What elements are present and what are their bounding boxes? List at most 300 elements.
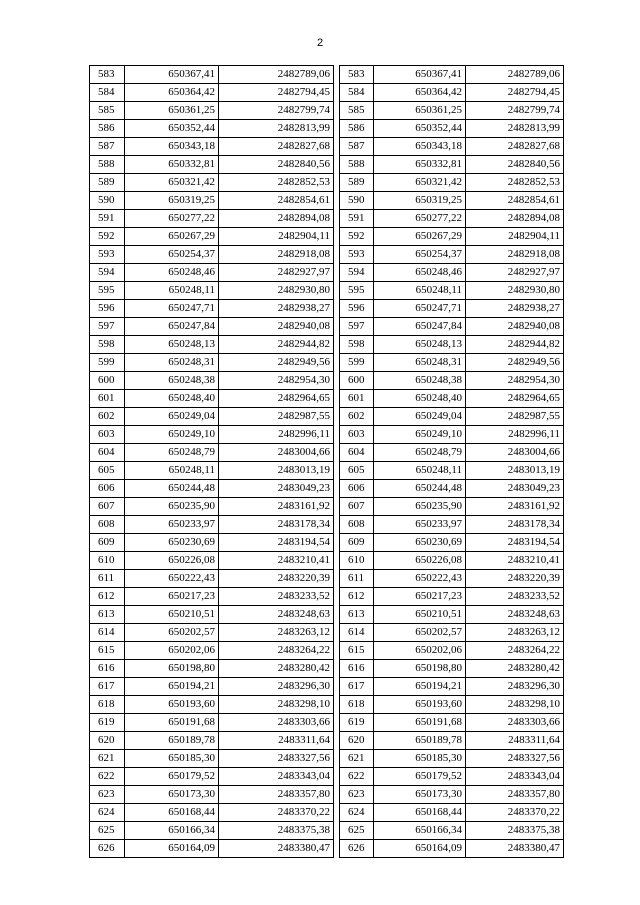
table-row	[90, 264, 334, 282]
table-row	[90, 660, 334, 678]
point-number: 589	[90, 174, 125, 192]
table-row	[340, 552, 564, 570]
point-number: 610	[340, 552, 374, 570]
table-row	[340, 300, 564, 318]
y-coordinate: 2482930,80	[219, 282, 334, 300]
table-row	[340, 570, 564, 588]
x-coordinate: 650352,44	[125, 120, 219, 138]
table-row	[90, 120, 334, 138]
table-row	[340, 840, 564, 858]
point-number: 608	[340, 516, 374, 534]
x-coordinate: 650248,79	[125, 444, 219, 462]
point-number: 584	[90, 84, 125, 102]
table-row	[90, 102, 334, 120]
table-row	[90, 714, 334, 732]
y-coordinate: 2482940,08	[466, 318, 564, 336]
x-coordinate: 650267,29	[125, 228, 219, 246]
x-coordinate: 650364,42	[374, 84, 466, 102]
point-number: 607	[340, 498, 374, 516]
table-row	[90, 606, 334, 624]
y-coordinate: 2483220,39	[219, 570, 334, 588]
point-number: 622	[340, 768, 374, 786]
point-number: 617	[90, 678, 125, 696]
x-coordinate: 650185,30	[374, 750, 466, 768]
table-row	[90, 498, 334, 516]
table-row	[340, 84, 564, 102]
x-coordinate: 650248,11	[374, 282, 466, 300]
y-coordinate: 2482799,74	[219, 102, 334, 120]
y-coordinate: 2483327,56	[466, 750, 564, 768]
x-coordinate: 650247,84	[125, 318, 219, 336]
point-number: 606	[90, 480, 125, 498]
table-row	[340, 228, 564, 246]
table-row	[90, 732, 334, 750]
point-number: 612	[340, 588, 374, 606]
table-row	[90, 768, 334, 786]
x-coordinate: 650166,34	[374, 822, 466, 840]
y-coordinate: 2483303,66	[466, 714, 564, 732]
point-number: 601	[340, 390, 374, 408]
y-coordinate: 2483280,42	[466, 660, 564, 678]
y-coordinate: 2482840,56	[466, 156, 564, 174]
y-coordinate: 2482852,53	[219, 174, 334, 192]
table-row	[340, 66, 564, 84]
x-coordinate: 650233,97	[125, 516, 219, 534]
y-coordinate: 2482852,53	[466, 174, 564, 192]
point-number: 609	[90, 534, 125, 552]
x-coordinate: 650321,42	[125, 174, 219, 192]
point-number: 595	[340, 282, 374, 300]
x-coordinate: 650248,11	[374, 462, 466, 480]
y-coordinate: 2482954,30	[219, 372, 334, 390]
point-number: 611	[340, 570, 374, 588]
table-row	[340, 624, 564, 642]
point-number: 590	[90, 192, 125, 210]
y-coordinate: 2483343,04	[219, 768, 334, 786]
y-coordinate: 2483013,19	[219, 462, 334, 480]
point-number: 613	[90, 606, 125, 624]
x-coordinate: 650226,08	[125, 552, 219, 570]
point-number: 624	[90, 804, 125, 822]
x-coordinate: 650248,13	[125, 336, 219, 354]
table-row	[340, 120, 564, 138]
table-row	[340, 426, 564, 444]
x-coordinate: 650332,81	[125, 156, 219, 174]
x-coordinate: 650168,44	[125, 804, 219, 822]
point-number: 602	[90, 408, 125, 426]
table-row	[90, 408, 334, 426]
table-row	[340, 174, 564, 192]
point-number: 588	[90, 156, 125, 174]
point-number: 597	[90, 318, 125, 336]
y-coordinate: 2482789,06	[466, 66, 564, 84]
y-coordinate: 2482938,27	[219, 300, 334, 318]
y-coordinate: 2482949,56	[466, 354, 564, 372]
x-coordinate: 650249,04	[125, 408, 219, 426]
x-coordinate: 650352,44	[374, 120, 466, 138]
coordinate-tables	[89, 65, 563, 854]
table-row	[90, 210, 334, 228]
x-coordinate: 650210,51	[374, 606, 466, 624]
table-row	[90, 84, 334, 102]
y-coordinate: 2482944,82	[219, 336, 334, 354]
x-coordinate: 650189,78	[125, 732, 219, 750]
table-row	[340, 678, 564, 696]
x-coordinate: 650364,42	[125, 84, 219, 102]
x-coordinate: 650235,90	[374, 498, 466, 516]
point-number: 619	[340, 714, 374, 732]
table-row	[340, 102, 564, 120]
point-number: 624	[340, 804, 374, 822]
x-coordinate: 650198,80	[125, 660, 219, 678]
table-row	[340, 768, 564, 786]
x-coordinate: 650191,68	[125, 714, 219, 732]
table-row	[90, 318, 334, 336]
y-coordinate: 2483296,30	[466, 678, 564, 696]
point-number: 626	[340, 840, 374, 858]
y-coordinate: 2482944,82	[466, 336, 564, 354]
x-coordinate: 650249,10	[374, 426, 466, 444]
table-row	[90, 750, 334, 768]
y-coordinate: 2483280,42	[219, 660, 334, 678]
x-coordinate: 650319,25	[374, 192, 466, 210]
table-row	[340, 354, 564, 372]
y-coordinate: 2483248,63	[219, 606, 334, 624]
table-row	[340, 786, 564, 804]
table-row	[340, 156, 564, 174]
x-coordinate: 650222,43	[125, 570, 219, 588]
point-number: 583	[90, 66, 125, 84]
point-number: 611	[90, 570, 125, 588]
y-coordinate: 2483220,39	[466, 570, 564, 588]
y-coordinate: 2482930,80	[466, 282, 564, 300]
y-coordinate: 2483343,04	[466, 768, 564, 786]
point-number: 583	[340, 66, 374, 84]
point-number: 592	[340, 228, 374, 246]
y-coordinate: 2482904,11	[466, 228, 564, 246]
table-row	[340, 336, 564, 354]
x-coordinate: 650173,30	[374, 786, 466, 804]
table-row	[90, 624, 334, 642]
x-coordinate: 650248,79	[374, 444, 466, 462]
y-coordinate: 2482918,08	[219, 246, 334, 264]
point-number: 599	[90, 354, 125, 372]
point-number: 586	[340, 120, 374, 138]
y-coordinate: 2483004,66	[219, 444, 334, 462]
x-coordinate: 650166,34	[125, 822, 219, 840]
table-row	[340, 498, 564, 516]
y-coordinate: 2483161,92	[466, 498, 564, 516]
x-coordinate: 650185,30	[125, 750, 219, 768]
y-coordinate: 2482794,45	[219, 84, 334, 102]
x-coordinate: 650194,21	[125, 678, 219, 696]
point-number: 594	[340, 264, 374, 282]
point-number: 599	[340, 354, 374, 372]
point-number: 616	[340, 660, 374, 678]
y-coordinate: 2482799,74	[466, 102, 564, 120]
y-coordinate: 2483327,56	[219, 750, 334, 768]
table-row	[90, 444, 334, 462]
point-number: 604	[90, 444, 125, 462]
y-coordinate: 2482954,30	[466, 372, 564, 390]
y-coordinate: 2483303,66	[219, 714, 334, 732]
x-coordinate: 650233,97	[374, 516, 466, 534]
point-number: 625	[340, 822, 374, 840]
point-number: 602	[340, 408, 374, 426]
x-coordinate: 650343,18	[374, 138, 466, 156]
point-number: 608	[90, 516, 125, 534]
table-row	[90, 570, 334, 588]
point-number: 598	[90, 336, 125, 354]
point-number: 609	[340, 534, 374, 552]
table-row	[90, 840, 334, 858]
x-coordinate: 650361,25	[374, 102, 466, 120]
x-coordinate: 650267,29	[374, 228, 466, 246]
table-row	[90, 642, 334, 660]
table-row	[340, 318, 564, 336]
y-coordinate: 2482894,08	[466, 210, 564, 228]
table-row	[340, 534, 564, 552]
x-coordinate: 650248,38	[374, 372, 466, 390]
y-coordinate: 2482827,68	[466, 138, 564, 156]
y-coordinate: 2483311,64	[466, 732, 564, 750]
point-number: 585	[340, 102, 374, 120]
x-coordinate: 650217,23	[125, 588, 219, 606]
table-row	[90, 552, 334, 570]
y-coordinate: 2482987,55	[219, 408, 334, 426]
y-coordinate: 2482996,11	[466, 426, 564, 444]
x-coordinate: 650248,11	[125, 282, 219, 300]
point-number: 597	[340, 318, 374, 336]
x-coordinate: 650193,60	[374, 696, 466, 714]
y-coordinate: 2483194,54	[466, 534, 564, 552]
point-number: 618	[90, 696, 125, 714]
x-coordinate: 650173,30	[125, 786, 219, 804]
table-row	[340, 444, 564, 462]
point-number: 604	[340, 444, 374, 462]
table-row	[340, 210, 564, 228]
x-coordinate: 650254,37	[374, 246, 466, 264]
point-number: 590	[340, 192, 374, 210]
table-row	[340, 642, 564, 660]
point-number: 588	[340, 156, 374, 174]
table-row	[90, 534, 334, 552]
table-row	[340, 282, 564, 300]
x-coordinate: 650226,08	[374, 552, 466, 570]
y-coordinate: 2482949,56	[219, 354, 334, 372]
y-coordinate: 2483357,80	[219, 786, 334, 804]
x-coordinate: 650248,46	[374, 264, 466, 282]
point-number: 586	[90, 120, 125, 138]
point-number: 593	[340, 246, 374, 264]
y-coordinate: 2482789,06	[219, 66, 334, 84]
point-number: 593	[90, 246, 125, 264]
point-number: 587	[340, 138, 374, 156]
y-coordinate: 2482927,97	[219, 264, 334, 282]
y-coordinate: 2483298,10	[466, 696, 564, 714]
table-row	[90, 786, 334, 804]
point-number: 589	[340, 174, 374, 192]
x-coordinate: 650247,71	[125, 300, 219, 318]
table-row	[90, 174, 334, 192]
x-coordinate: 650193,60	[125, 696, 219, 714]
y-coordinate: 2482996,11	[219, 426, 334, 444]
table-row	[90, 390, 334, 408]
x-coordinate: 650210,51	[125, 606, 219, 624]
x-coordinate: 650235,90	[125, 498, 219, 516]
table-row	[340, 606, 564, 624]
point-number: 596	[340, 300, 374, 318]
x-coordinate: 650202,06	[125, 642, 219, 660]
point-number: 622	[90, 768, 125, 786]
y-coordinate: 2483380,47	[219, 840, 334, 858]
table-row	[90, 804, 334, 822]
point-number: 595	[90, 282, 125, 300]
point-number: 585	[90, 102, 125, 120]
table-row	[340, 660, 564, 678]
x-coordinate: 650343,18	[125, 138, 219, 156]
table-row	[340, 408, 564, 426]
x-coordinate: 650249,10	[125, 426, 219, 444]
x-coordinate: 650248,46	[125, 264, 219, 282]
table-row	[340, 480, 564, 498]
point-number: 598	[340, 336, 374, 354]
y-coordinate: 2483298,10	[219, 696, 334, 714]
x-coordinate: 650202,57	[374, 624, 466, 642]
table-row	[340, 264, 564, 282]
x-coordinate: 650191,68	[374, 714, 466, 732]
table-row	[90, 372, 334, 390]
table-row	[340, 588, 564, 606]
y-coordinate: 2483248,63	[466, 606, 564, 624]
y-coordinate: 2483210,41	[466, 552, 564, 570]
x-coordinate: 650230,69	[125, 534, 219, 552]
y-coordinate: 2483264,22	[466, 642, 564, 660]
table-row	[340, 372, 564, 390]
point-number: 605	[90, 462, 125, 480]
y-coordinate: 2483194,54	[219, 534, 334, 552]
y-coordinate: 2482987,55	[466, 408, 564, 426]
y-coordinate: 2482813,99	[466, 120, 564, 138]
point-number: 623	[340, 786, 374, 804]
point-number: 612	[90, 588, 125, 606]
point-number: 617	[340, 678, 374, 696]
y-coordinate: 2483264,22	[219, 642, 334, 660]
x-coordinate: 650249,04	[374, 408, 466, 426]
table-row	[90, 192, 334, 210]
x-coordinate: 650367,41	[374, 66, 466, 84]
table-row	[90, 246, 334, 264]
table-row	[90, 426, 334, 444]
x-coordinate: 650277,22	[125, 210, 219, 228]
y-coordinate: 2483210,41	[219, 552, 334, 570]
y-coordinate: 2482904,11	[219, 228, 334, 246]
x-coordinate: 650248,13	[374, 336, 466, 354]
table-row	[340, 516, 564, 534]
point-number: 607	[90, 498, 125, 516]
y-coordinate: 2483013,19	[466, 462, 564, 480]
point-number: 610	[90, 552, 125, 570]
point-number: 615	[340, 642, 374, 660]
x-coordinate: 650217,23	[374, 588, 466, 606]
x-coordinate: 650361,25	[125, 102, 219, 120]
table-row	[90, 300, 334, 318]
point-number: 619	[90, 714, 125, 732]
y-coordinate: 2483380,47	[466, 840, 564, 858]
table-row	[340, 714, 564, 732]
y-coordinate: 2482940,08	[219, 318, 334, 336]
x-coordinate: 650277,22	[374, 210, 466, 228]
coordinate-table-right	[339, 65, 564, 858]
x-coordinate: 650164,09	[374, 840, 466, 858]
y-coordinate: 2483311,64	[219, 732, 334, 750]
point-number: 584	[340, 84, 374, 102]
table-row	[340, 192, 564, 210]
table-row	[90, 462, 334, 480]
point-number: 626	[90, 840, 125, 858]
point-number: 587	[90, 138, 125, 156]
x-coordinate: 650248,31	[374, 354, 466, 372]
point-number: 600	[340, 372, 374, 390]
x-coordinate: 650254,37	[125, 246, 219, 264]
y-coordinate: 2482938,27	[466, 300, 564, 318]
x-coordinate: 650168,44	[374, 804, 466, 822]
point-number: 601	[90, 390, 125, 408]
y-coordinate: 2483233,52	[219, 588, 334, 606]
table-row	[340, 804, 564, 822]
y-coordinate: 2483004,66	[466, 444, 564, 462]
x-coordinate: 650248,38	[125, 372, 219, 390]
x-coordinate: 650194,21	[374, 678, 466, 696]
x-coordinate: 650244,48	[374, 480, 466, 498]
x-coordinate: 650164,09	[125, 840, 219, 858]
point-number: 594	[90, 264, 125, 282]
point-number: 603	[340, 426, 374, 444]
y-coordinate: 2482918,08	[466, 246, 564, 264]
point-number: 600	[90, 372, 125, 390]
table-row	[340, 138, 564, 156]
y-coordinate: 2482927,97	[466, 264, 564, 282]
point-number: 625	[90, 822, 125, 840]
point-number: 621	[90, 750, 125, 768]
y-coordinate: 2482894,08	[219, 210, 334, 228]
x-coordinate: 650367,41	[125, 66, 219, 84]
point-number: 620	[90, 732, 125, 750]
point-number: 616	[90, 660, 125, 678]
x-coordinate: 650321,42	[374, 174, 466, 192]
y-coordinate: 2483233,52	[466, 588, 564, 606]
x-coordinate: 650189,78	[374, 732, 466, 750]
point-number: 592	[90, 228, 125, 246]
y-coordinate: 2482854,61	[219, 192, 334, 210]
point-number: 615	[90, 642, 125, 660]
y-coordinate: 2483370,22	[219, 804, 334, 822]
table-row	[340, 462, 564, 480]
x-coordinate: 650332,81	[374, 156, 466, 174]
point-number: 603	[90, 426, 125, 444]
table-row	[340, 696, 564, 714]
point-number: 591	[90, 210, 125, 228]
point-number: 591	[340, 210, 374, 228]
y-coordinate: 2483178,34	[466, 516, 564, 534]
x-coordinate: 650248,40	[125, 390, 219, 408]
y-coordinate: 2482827,68	[219, 138, 334, 156]
point-number: 623	[90, 786, 125, 804]
table-row	[90, 696, 334, 714]
y-coordinate: 2482964,65	[219, 390, 334, 408]
x-coordinate: 650319,25	[125, 192, 219, 210]
table-row	[90, 138, 334, 156]
